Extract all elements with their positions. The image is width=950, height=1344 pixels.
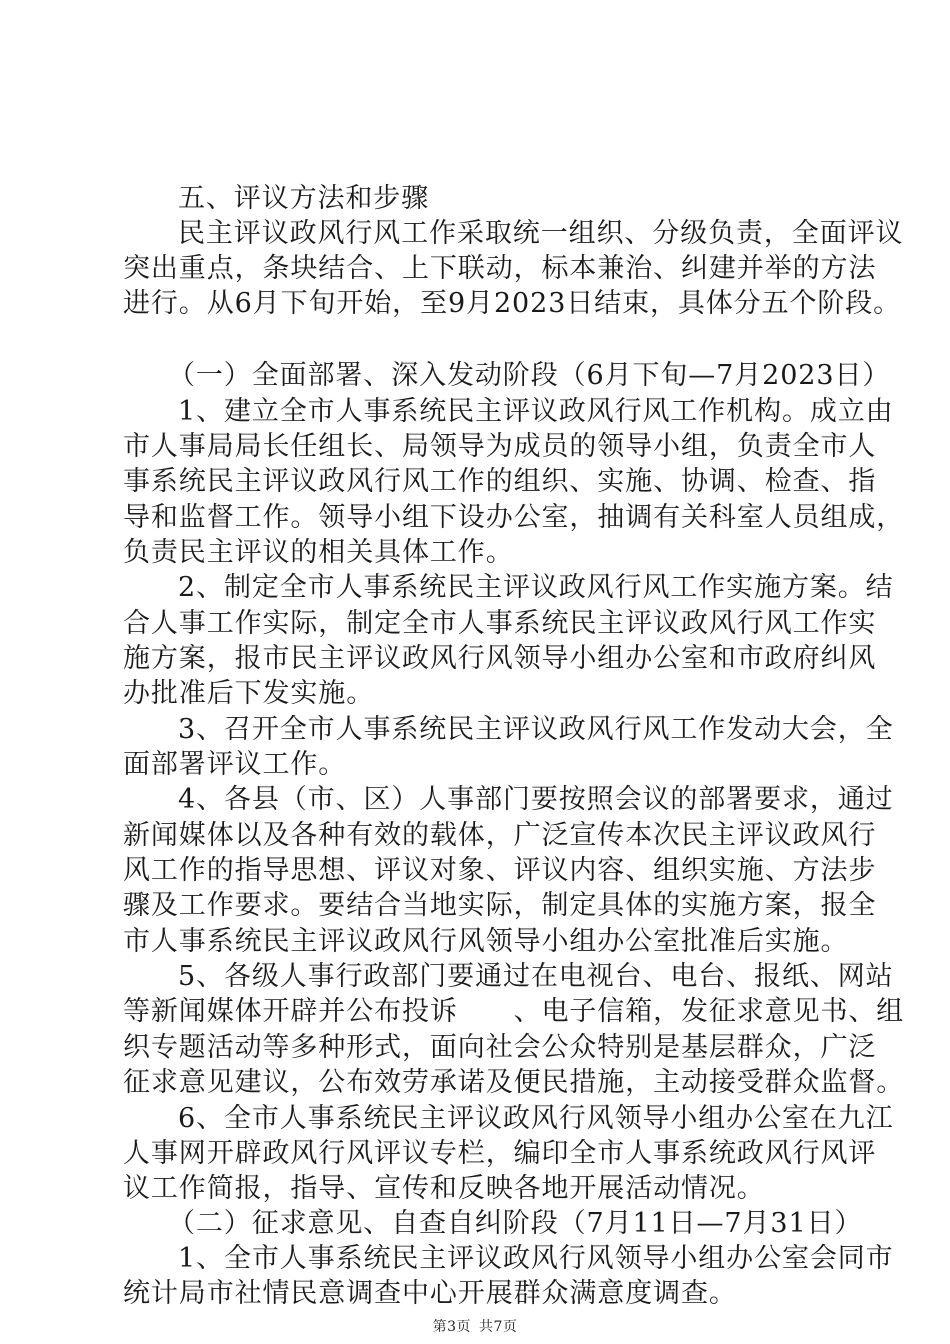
page-total: 共7页 (479, 1319, 518, 1335)
paragraph-line: 5、各级人事行政部门要通过在电视台、电台、报纸、网站 (178, 961, 894, 992)
paragraph-line: 市人事局局长任组长、局领导为成员的领导小组，负责全市人 (123, 431, 877, 462)
page-number: 第3页 (432, 1319, 471, 1335)
paragraph-line: 6、全市人事系统民主评议政风行风领导小组办公室在九江 (178, 1103, 894, 1134)
subsection-heading: （一）全面部署、深入发动阶段（6月下旬—7月2023日） (168, 360, 891, 391)
subsection-heading: （二）征求意见、自查自纠阶段（7月11日—7月31日） (168, 1208, 863, 1239)
paragraph-line: 事系统民主评议政风行风工作的组织、实施、协调、检查、指 (123, 466, 877, 497)
paragraph-line: 3、召开全市人事系统民主评议政风行风工作发动大会，全 (178, 714, 894, 745)
section-heading: 五、评议方法和步骤 (178, 183, 430, 214)
paragraph-line: 骤及工作要求。要结合当地实际，制定具体的实施方案，报全 (123, 890, 877, 921)
paragraph-line: 导和监督工作。领导小组下设办公室，抽调有关科室人员组成， (123, 502, 905, 533)
paragraph-line: 市人事系统民主评议政风行风领导小组办公室批准后实施。 (123, 926, 849, 957)
paragraph-line: 统计局市社情民意调查中心开展群众满意度调查。 (123, 1278, 737, 1309)
paragraph-line: 2、制定全市人事系统民主评议政风行风工作实施方案。结 (178, 572, 894, 603)
page-footer (0, 1318, 950, 1336)
paragraph-line: 负责民主评议的相关具体工作。 (123, 537, 514, 568)
paragraph-line: 进行。从6月下旬开始，至9月2023日结束，具体分五个阶段。 (123, 288, 902, 319)
paragraph-line: 新闻媒体以及各种有效的载体，广泛宣传本次民主评议政风行 (123, 820, 877, 851)
paragraph-line: 4、各县（市、区）人事部门要按照会议的部署要求，通过 (178, 784, 894, 815)
paragraph-line: 面部署评议工作。 (123, 749, 347, 780)
paragraph-line: 议工作简报，指导、宣传和反映各地开展活动情况。 (123, 1173, 765, 1204)
paragraph-line: 1、全市人事系统民主评议政风行风领导小组办公室会同市 (178, 1243, 894, 1274)
paragraph-line: 民主评议政风行风工作采取统一组织、分级负责，全面评议 (178, 218, 904, 249)
paragraph-line: 1、建立全市人事系统民主评议政风行风工作机构。成立由 (178, 396, 894, 427)
paragraph-line: 织专题活动等多种形式，面向社会公众特别是基层群众，广泛 (123, 1032, 877, 1063)
paragraph-line: 风工作的指导思想、评议对象、评议内容、组织实施、方法步 (123, 855, 877, 886)
paragraph-line: 等新闻媒体开辟并公布投诉 、电子信箱，发征求意见书、组 (123, 996, 905, 1027)
paragraph-line: 突出重点，条块结合、上下联动，标本兼治、纠建并举的方法 (123, 253, 877, 284)
paragraph-line: 人事网开辟政风行风评议专栏，编印全市人事系统政风行风评 (123, 1138, 877, 1169)
paragraph-line: 征求意见建议，公布效劳承诺及便民措施，主动接受群众监督。 (123, 1067, 905, 1098)
paragraph-line: 办批准后下发实施。 (123, 678, 375, 709)
paragraph-line: 施方案，报市民主评议政风行风领导小组办公室和市政府纠风 (123, 643, 877, 674)
paragraph-line: 合人事工作实际，制定全市人事系统民主评议政风行风工作实 (123, 608, 877, 639)
